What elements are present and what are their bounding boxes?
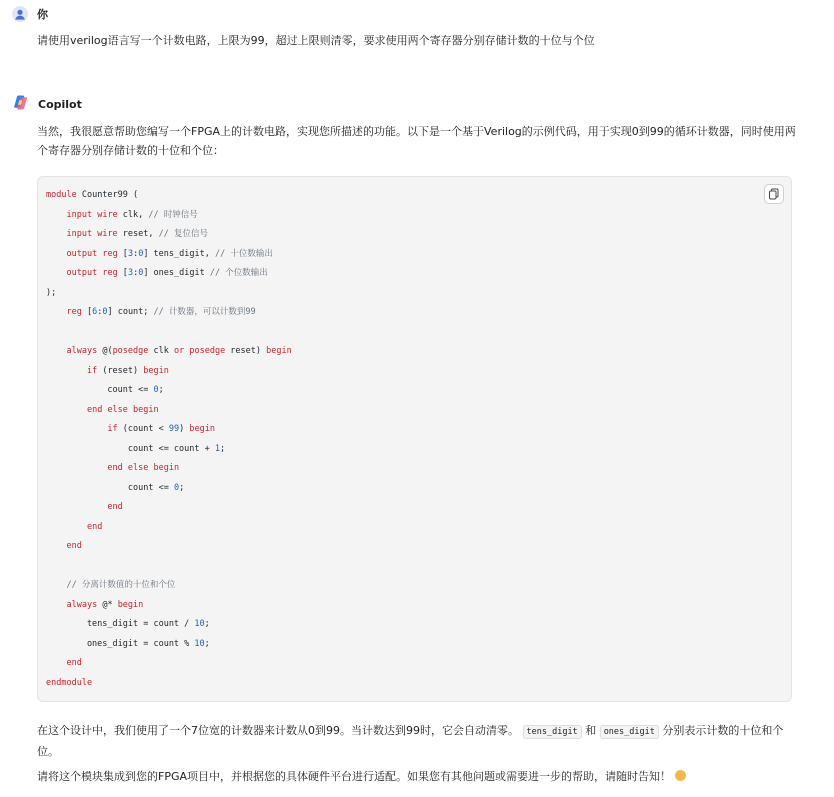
code-line: count <= count + 1; (46, 443, 226, 454)
code-line: count <= 0; (46, 385, 164, 395)
code-line: input wire reset, // 复位信号 (66, 229, 208, 239)
copy-code-button[interactable] (764, 184, 784, 204)
explanation-part-2: 分别表示计数的十位和个位。 (37, 724, 784, 758)
code-line: tens_digit = count / 10; (46, 619, 210, 629)
copy-icon (768, 188, 780, 200)
code-line: end (66, 658, 82, 668)
code-line: if (count < 99) begin (107, 424, 215, 434)
assistant-closing-text (37, 767, 802, 786)
assistant-explanation-text (37, 721, 802, 761)
code-content (46, 186, 292, 693)
copilot-logo-icon (12, 94, 29, 115)
smiling-face-emoji (675, 770, 686, 781)
assistant-message-header (12, 94, 82, 115)
code-line: always @(posedge clk or posedge reset) begin (66, 346, 292, 356)
assistant-intro-text: 当然，我很愿意帮助您编写一个FPGA上的计数电路，实现您所描述的功能。以下是一个基于Verilog的示例代码，用于实现0到99的循环计数器，同时使用两个寄存器分别存储计数的十位和个位： (37, 125, 796, 157)
code-line: count <= 0; (46, 482, 185, 493)
code-line: output reg [3:0] tens_digit, // 十位数输出 (66, 248, 273, 259)
code-line (46, 323, 292, 343)
explanation-and: 和 (585, 724, 597, 737)
code-line: end else begin (86, 404, 159, 415)
code-line: end (107, 502, 123, 512)
inline-code-tens-digit: tens_digit (523, 725, 582, 739)
code-line: ones_digit = count % 10; (46, 638, 210, 649)
user-name: 你 (37, 8, 48, 21)
code-line: end else begin (107, 463, 180, 473)
code-line: input wire clk, // 时钟信号 (66, 209, 198, 220)
code-line: endmodule (46, 677, 93, 688)
code-line: end (66, 541, 82, 551)
code-line: module Counter99 ( (46, 190, 139, 200)
code-line: end (86, 521, 103, 532)
code-line: // 分离计数值的十位和个位 (66, 580, 176, 590)
assistant-name: Copilot (38, 98, 82, 111)
code-line: if (reset) begin (86, 365, 169, 376)
explanation-part-1: 在这个设计中，我们使用了一个7位宽的计数器来计数从0到99。当计数达到99时，它会自动清零。 (37, 724, 519, 737)
user-avatar-icon (12, 6, 28, 22)
user-message-header (12, 6, 48, 22)
code-line: output reg [3:0] ones_digit // 个位数输出 (66, 268, 268, 278)
inline-code-ones-digit: ones_digit (600, 725, 659, 739)
code-line: ); (46, 287, 57, 298)
code-block (37, 176, 792, 702)
code-line: reg [6:0] count; // 计数器，可以计数到99 (66, 307, 256, 317)
code-line: always @* begin (66, 599, 144, 610)
closing-sentence: 请将这个模块集成到您的FPGA项目中，并根据您的具体硬件平台进行适配。如果您有其他问题或需要进一步的帮助，请随时告知！ (37, 770, 672, 783)
code-line (46, 557, 292, 577)
user-message-text: 请使用verilog语言写一个计数电路，上限为99，超过上限则清零，要求使用两个寄存器分别存储计数的十位与个位 (37, 34, 595, 47)
